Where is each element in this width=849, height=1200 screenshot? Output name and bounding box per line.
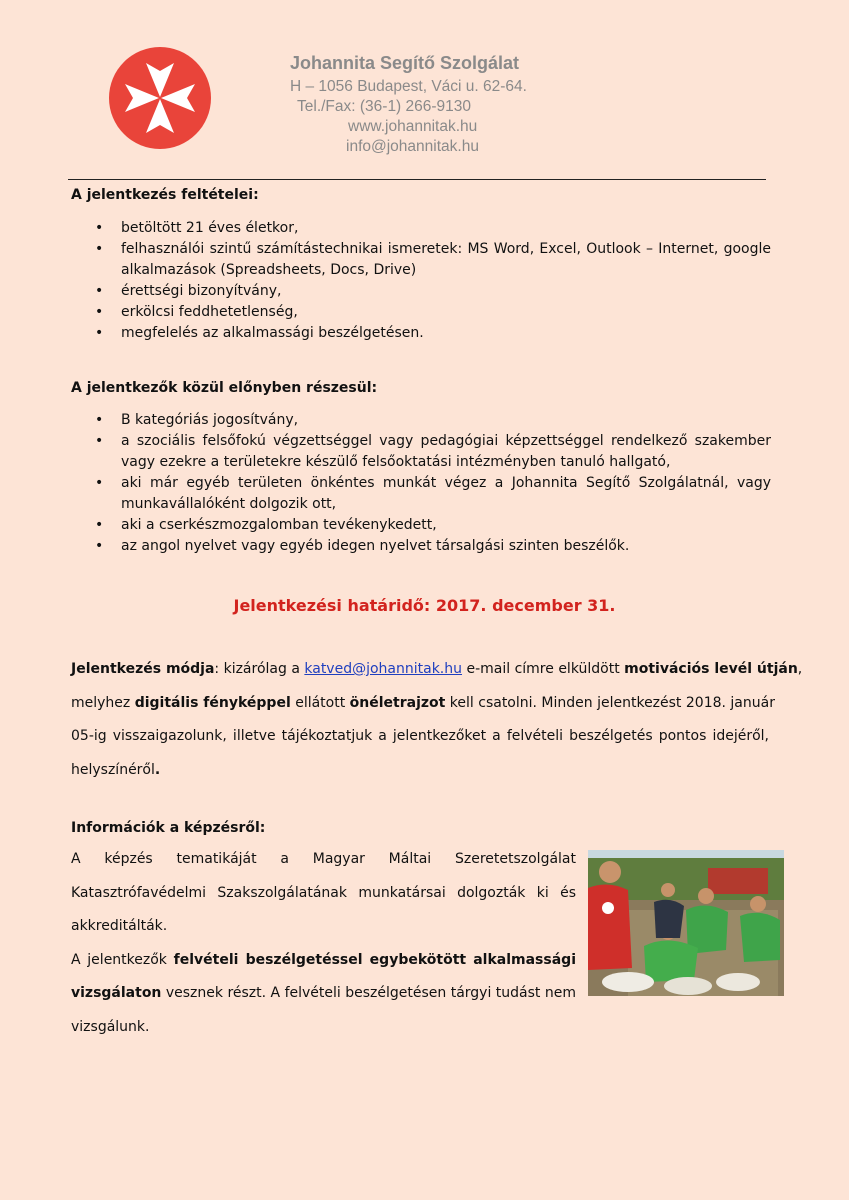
org-address: H – 1056 Budapest, Váci u. 62-64. (290, 78, 527, 95)
org-email: info@johannitak.hu (346, 138, 479, 155)
requirements-title: A jelentkezés feltételei: (71, 187, 259, 203)
preferences-list (71, 410, 771, 557)
list-item: • felhasználói szintű számítástechnikai ismeretek: MS Word, Excel, Outlook – Internet, google alkalmazások (Spreadsheets, Docs, Drive) (71, 239, 771, 281)
header-divider (68, 179, 766, 180)
maltese-cross-logo-icon (108, 46, 212, 150)
list-item: • aki már egyéb területen önkéntes munkát végez a Johannita Segítő Szolgálatnál, vagy munkavállalóként dolgozik ott, (71, 473, 771, 515)
training-title: Információk a képzésről: (71, 820, 266, 836)
list-item: • érettségi bizonyítvány, (71, 281, 771, 302)
org-name: Johannita Segítő Szolgálat (290, 53, 520, 73)
training-paragraph: A képzés tematikáját a Magyar Máltai Szeretetszolgálat Katasztrófavédelmi Szakszolgálatának munkatársai dolgozták ki és akkreditálták. A jelentkezők felvételi beszélgetéssel egybekötött alkalmassági vizsgálaton vesznek részt. A felvételi beszélgetésen tárgyi tudást nem vizsgálunk. (71, 851, 576, 1035)
list-item: • megfelelés az alkalmassági beszélgetésen. (71, 323, 771, 344)
application-label: Jelentkezés módja (71, 661, 215, 677)
application-paragraph: Jelentkezés módja: kizárólag a katved@johannitak.hu e-mail címre elküldött motivációs levél útján, melyhez digitális fényképpel ellátott önéletrajzot kell csatolni. Minden jelentkezést 2018. január 05-ig visszaigazolunk, illetve tájékoztatjuk a jelentkezőket a felvételi beszélgetés pontos idejéről, helyszínéről. (71, 661, 803, 778)
list-item: • a szociális felsőfokú végzettséggel vagy pedagógiai képzettséggel rendelkező szakember vagy ezekre a területekre készülő felsőoktatási intézményben tanuló hallgató, (71, 431, 771, 473)
volunteers-photo (588, 850, 784, 996)
list-item: • erkölcsi feddhetetlenség, (71, 302, 771, 323)
requirements-list (71, 218, 771, 344)
list-item: • B kategóriás jogosítvány, (71, 410, 771, 431)
application-email-link[interactable]: katved@johannitak.hu (304, 661, 463, 677)
org-website: www.johannitak.hu (348, 118, 478, 135)
list-item: • az angol nyelvet vagy egyéb idegen nyelvet társalgási szinten beszélők. (71, 536, 771, 557)
org-phone: Tel./Fax: (36-1) 266-9130 (297, 98, 472, 115)
deadline-notice: Jelentkezési határidő: 2017. december 31. (233, 596, 616, 615)
preferences-title: A jelentkezők közül előnyben részesül: (71, 380, 378, 396)
list-item: • betöltött 21 éves életkor, (71, 218, 771, 239)
list-item: • aki a cserkészmozgalomban tevékenykedett, (71, 515, 771, 536)
